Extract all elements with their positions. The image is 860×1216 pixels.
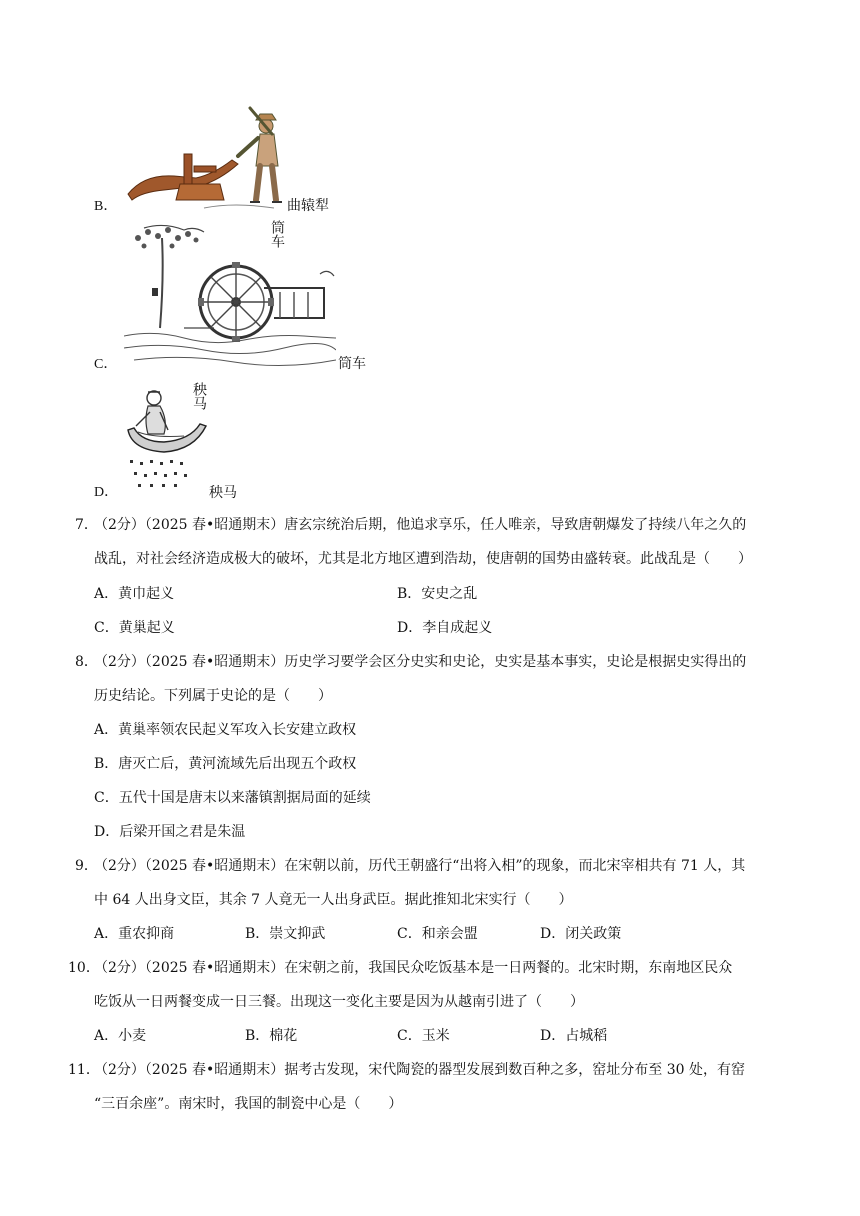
- question-text: （2分）（2025 春•昭通期末）唐玄宗统治后期，他追求享乐，任人唯亲，导致唐朝爆发了持续八年之久的: [94, 517, 747, 533]
- question-text: （2分）（2025 春•昭通期末）历史学习要学会区分史实和史论，史实是基本事实，史论是根据史实得出的: [94, 654, 747, 670]
- plough-icon: [124, 104, 288, 214]
- seedling-horse-inscription: 秧马: [191, 382, 207, 410]
- option-letter: B．: [94, 199, 118, 214]
- question-number: 10．: [68, 960, 100, 976]
- waterwheel-inscription: 筒车: [269, 220, 285, 248]
- option-a[interactable]: A．黄巾起义: [94, 586, 175, 602]
- option-b[interactable]: B．棉花: [245, 1028, 298, 1044]
- option-caption: 筒车: [338, 356, 366, 372]
- question-text: 历史结论。下列属于史论的是（ ）: [94, 688, 332, 704]
- question-text: （2分）（2025 春•昭通期末）在宋朝以前，历代王朝盛行“出将入相”的现象，而北宋宰相共有 71 人，其: [94, 858, 746, 874]
- option-c[interactable]: C．五代十国是唐末以来藩镇割据局面的延续: [94, 790, 371, 806]
- option-d[interactable]: D．后梁开国之君是朱温: [94, 824, 246, 840]
- question-text: 吃饭从一日两餐变成一日三餐。出现这一变化主要是因为从越南引进了（ ）: [94, 994, 584, 1010]
- option-c[interactable]: C．黄巢起义: [94, 620, 175, 636]
- option-c[interactable]: C．和亲会盟: [397, 926, 478, 942]
- question-text: “三百余座”。南宋时，我国的制瓷中心是（ ）: [94, 1096, 403, 1112]
- option-a[interactable]: A．小麦: [94, 1028, 147, 1044]
- question-text: （2分）（2025 春•昭通期末）据考古发现，宋代陶瓷的器型发展到数百种之多，窑址分布至 30 处，有窑: [94, 1062, 745, 1078]
- option-caption: 秧马: [209, 485, 237, 501]
- option-b[interactable]: B．唐灭亡后，黄河流域先后出现五个政权: [94, 756, 357, 772]
- question-text: （2分）（2025 春•昭通期末）在宋朝之前，我国民众吃饭基本是一日两餐的。北宋时期，东南地区民众: [94, 960, 733, 976]
- option-letter: C．: [94, 357, 118, 372]
- option-letter: D．: [94, 485, 119, 500]
- option-caption: 曲辕犁: [287, 198, 329, 214]
- option-d[interactable]: D．李自成起义: [397, 620, 493, 636]
- option-d[interactable]: D．占城稻: [540, 1028, 608, 1044]
- option-b[interactable]: B．安史之乱: [397, 586, 478, 602]
- question-number: 7．: [75, 517, 98, 533]
- option-d[interactable]: D．闭关政策: [540, 926, 622, 942]
- option-a[interactable]: A．黄巢率领农民起义军攻入长安建立政权: [94, 722, 357, 738]
- option-c[interactable]: C．玉米: [397, 1028, 450, 1044]
- option-b[interactable]: B．崇文抑武: [245, 926, 326, 942]
- question-text: 战乱，对社会经济造成极大的破坏，尤其是北方地区遭到浩劫，使唐朝的国势由盛转衰。此战乱是（ ）: [94, 551, 752, 567]
- question-number: 11．: [68, 1062, 100, 1078]
- waterwheel-icon: [124, 218, 336, 370]
- option-a[interactable]: A．重农抑商: [94, 926, 175, 942]
- question-number: 8．: [75, 654, 98, 670]
- question-number: 9．: [75, 858, 98, 874]
- question-text: 中 64 人出身文臣，其余 7 人竟无一人出身武臣。据此推知北宋实行（ ）: [94, 892, 573, 908]
